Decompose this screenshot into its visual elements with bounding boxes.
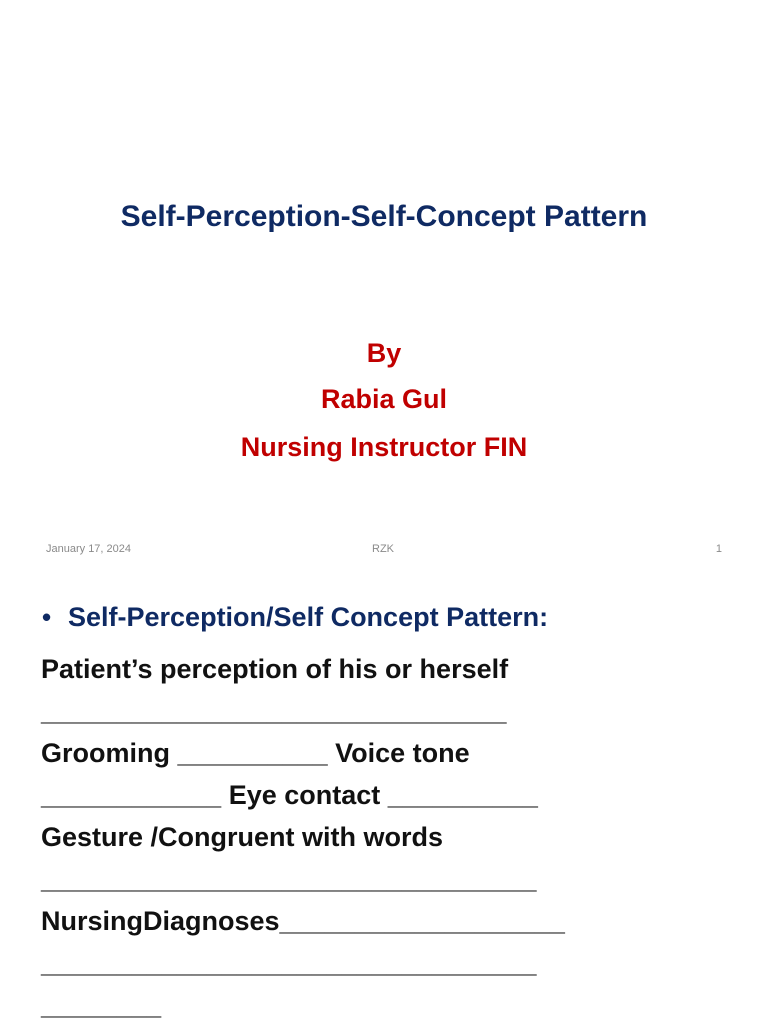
author-role: Nursing Instructor FIN: [240, 432, 528, 462]
section-heading: Self-Perception/Self Concept Pattern:: [68, 602, 549, 632]
footer-page-number: 1: [715, 543, 722, 555]
slide-title: Self-Perception-Self-Concept Pattern: [120, 200, 648, 233]
assessment-form-text: Patient’s perception of his or herself _______________________________ Grooming __________ Voice tone ____________ Eye contact __________ Gesture /Congruent with words _________________________________ NursingDiagnoses___________________ _________________________________ ________: [41, 654, 565, 1020]
bullet-heading: [42, 602, 548, 633]
footer-date: January 17, 2024: [46, 543, 132, 555]
by-label: By: [366, 338, 402, 368]
author-name: Rabia Gul: [320, 384, 448, 414]
footer-center-text: RZK: [372, 543, 394, 555]
bullet-icon: •: [42, 602, 52, 632]
